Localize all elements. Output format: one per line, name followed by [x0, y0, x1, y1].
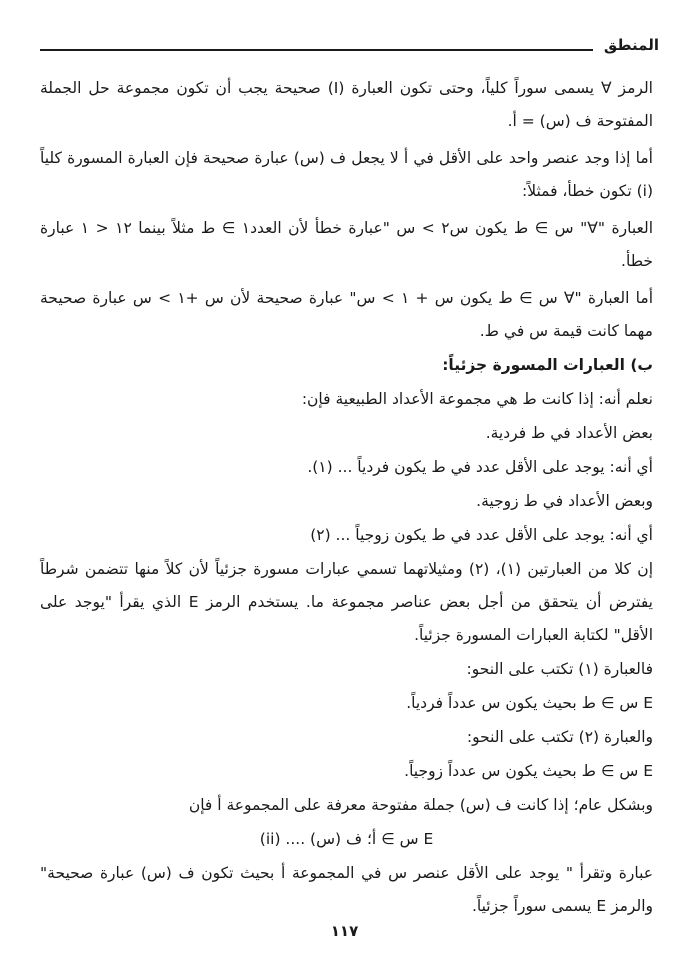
- formula-ii: E س ∋ أ؛ ف (س) .... (ii): [259, 830, 434, 848]
- paragraph-false-example: العبارة "∀" س ∋ ط يكون س٢ > س "عبارة خطأ لأن العدد١ ∋ ط مثلاً بينما ١٢ < ١ عبارة خطأ.: [40, 219, 654, 270]
- paragraph-natural-numbers: نعلم أنه: إذا كانت ط هي مجموعة الأعداد الطبيعية فإن:: [301, 390, 653, 408]
- paragraph-some-odd: بعض الأعداد في ط فردية.: [485, 424, 653, 442]
- paragraph-statement-1: أي أنه: يوجد على الأقل عدد في ط يكون فردياً ... (١).: [307, 458, 653, 476]
- running-header-title: المنطق: [603, 36, 659, 54]
- paragraph-general-case: وبشكل عام؛ إذا كانت ف (س) جملة مفتوحة معرفة على المجموعة أ فإن: [188, 796, 653, 814]
- page-header: [40, 36, 659, 58]
- page-number: ١١٧: [330, 922, 359, 940]
- formula-even: E س ∋ ط بحيث يكون س عدداً زوجياً.: [404, 762, 653, 780]
- section-heading-existential: ب) العبارات المسورة جزئياً:: [442, 356, 653, 374]
- paragraph-true-example: أما العبارة "∀ س ∋ ط يكون س + ١ > س" عبارة صحيحة لأن س +١ > س عبارة صحيحة مهما كانت قيمة س في ط.: [40, 289, 653, 340]
- paragraph-statement-2-form: والعبارة (٢) تكتب على النحو:: [466, 728, 653, 746]
- header-rule: [40, 49, 593, 51]
- formula-odd: E س ∋ ط بحيث يكون س عدداً فردياً.: [406, 694, 653, 712]
- paragraph-statement-2: أي أنه: يوجد على الأقل عدد في ط يكون زوجياً ... (٢): [310, 526, 653, 544]
- paragraph-statement-1-form: فالعبارة (١) تكتب على النحو:: [466, 660, 653, 678]
- paragraph-counterexample: أما إذا وجد عنصر واحد على الأقل في أ لا يجعل ف (س) عبارة صحيحة فإن العبارة المسورة كلياً (i) تكون خطأ، فمثلاً:: [40, 149, 653, 200]
- paragraph-existential-definition: إن كلا من العبارتين (١)، (٢) ومثيلاتهما تسمي عبارات مسورة جزئياً لأن كلاً منها تتضمن شرطاً يفترض أن يتحقق من أجل بعض عناصر مجموعة ما. يستخدم الرمز E الذي يقرأ "يوجد على الأقل" لكتابة العبارات المسورة جزئياً.: [40, 560, 653, 644]
- body-text: [40, 72, 653, 924]
- paragraph-some-even: وبعض الأعداد في ط زوجية.: [476, 492, 653, 510]
- paragraph-universal-quantifier: الرمز ∀ يسمى سوراً كلياً، وحتى تكون العبارة (I) صحيحة يجب أن تكون مجموعة حل الجملة المفتوحة ف (س) = أ.: [40, 79, 653, 130]
- paragraph-existential-reading: عبارة وتقرأ " يوجد على الأقل عنصر س في المجموعة أ بحيث تكون ف (س) عبارة صحيحة" والرمز E يسمى سوراً جزئياً.: [40, 864, 653, 915]
